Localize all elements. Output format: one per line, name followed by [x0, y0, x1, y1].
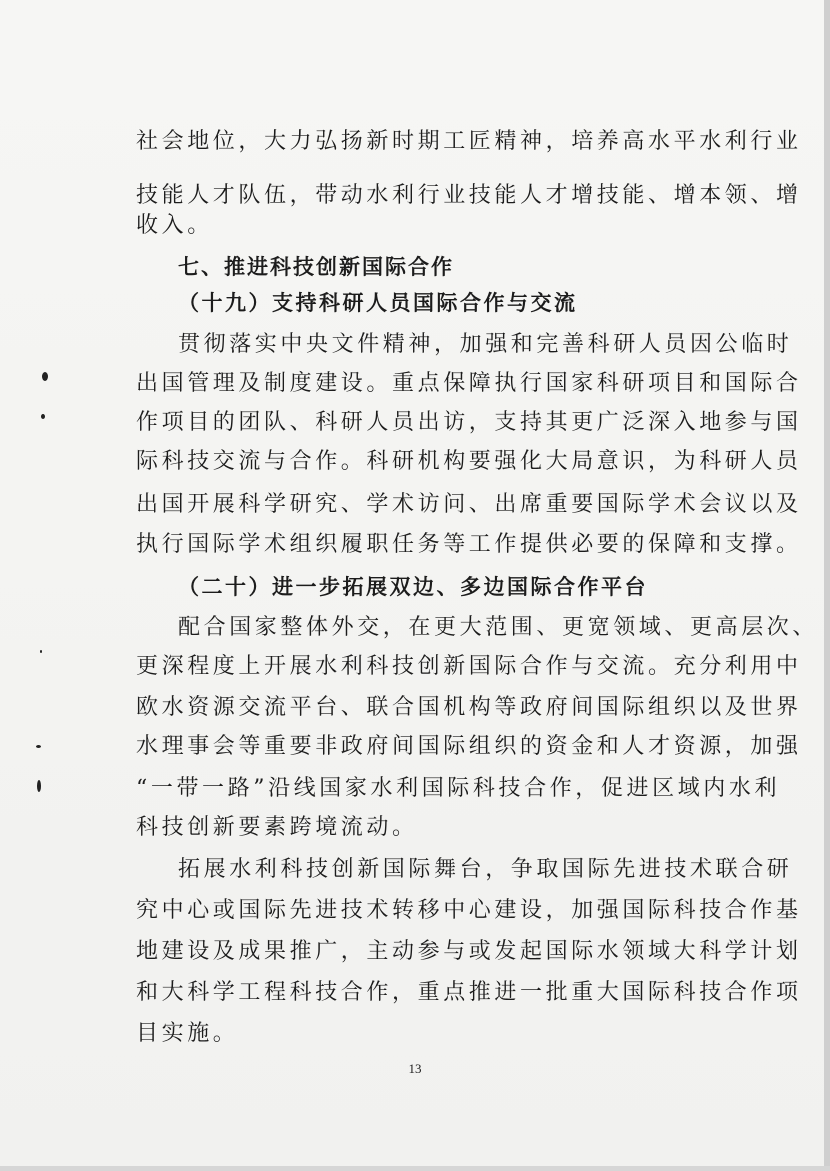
- body-text-line: 出国管理及制度建设。重点保障执行国家科研项目和国际合: [136, 371, 802, 396]
- paragraph-first-line: 配合国家整体外交，在更大范围、更宽领域、更高层次、: [178, 615, 819, 640]
- body-text-line: 水理事会等重要非政府间国际组织的资金和人才资源，加强: [136, 734, 802, 759]
- body-text-line: 作项目的团队、科研人员出访，支持其更广泛深入地参与国: [136, 410, 802, 435]
- body-text-line: 地建设及成果推广，主动参与或发起国际水领域大科学计划: [136, 939, 802, 964]
- body-text-line: 科技创新要素跨境流动。: [136, 815, 418, 840]
- body-text-line: “一带一路”沿线国家水利国际科技合作，促进区域内水利: [136, 776, 781, 801]
- body-text-line: 目实施。: [136, 1021, 239, 1046]
- page-number: 13: [408, 1061, 422, 1076]
- body-text-line: 究中心或国际先进技术转移中心建设，加强国际科技合作基: [136, 898, 802, 923]
- subsection-heading: （十九）支持科研人员国际合作与交流: [178, 290, 578, 315]
- paragraph-first-line: 拓展水利科技创新国际舞台，争取国际先进技术联合研: [178, 857, 793, 882]
- paragraph-first-line: 贯彻落实中央文件精神，加强和完善科研人员因公临时: [178, 332, 793, 357]
- body-text-line: 社会地位，大力弘扬新时期工匠精神，培养高水平水利行业: [136, 129, 802, 154]
- body-text-line: 收入。: [136, 213, 213, 238]
- section-heading: 七、推进科技创新国际合作: [178, 255, 454, 279]
- body-text-line: 际科技交流与合作。科研机构要强化大局意识，为科研人员: [136, 449, 802, 474]
- body-text-line: 和大科学工程科技合作，重点推进一批重大国际科技合作项: [136, 980, 802, 1005]
- scan-edge-bottom: [0, 1166, 830, 1171]
- body-text-line: 更深程度上开展水利科技创新国际合作与交流。充分利用中: [136, 654, 802, 679]
- body-text-line: 出国开展科学研究、学术访问、出席重要国际学术会议以及: [136, 492, 802, 517]
- subsection-heading: （二十）进一步拓展双边、多边国际合作平台: [178, 574, 648, 599]
- body-text-line: 欧水资源交流平台、联合国机构等政府间国际组织以及世界: [136, 695, 802, 720]
- body-text-line: 执行国际学术组织履职任务等工作提供必要的保障和支撑。: [136, 532, 802, 557]
- body-text-line: 技能人才队伍，带动水利行业技能人才增技能、增本领、增: [136, 183, 802, 208]
